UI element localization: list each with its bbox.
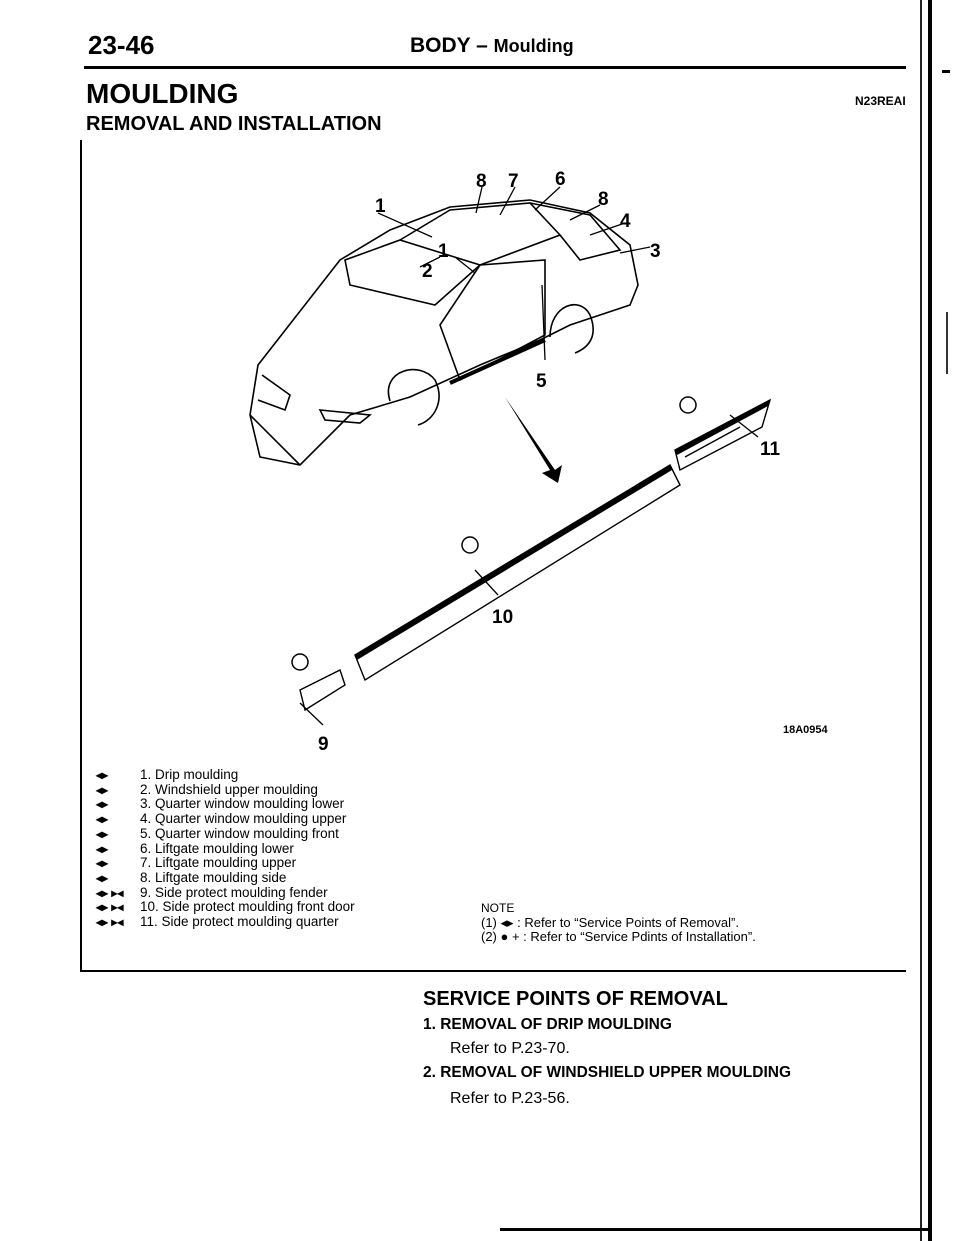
margin-bracket-mark: [946, 312, 948, 374]
list-item: ◂▸ 2. Windshield upper moulding: [96, 781, 318, 797]
service-mark-icon: ◂▸: [96, 797, 109, 812]
callout-10: 10: [492, 607, 514, 628]
header-subsection: Moulding: [493, 36, 574, 56]
figure-box-left-border: [80, 140, 82, 972]
margin-dash-mark: [942, 70, 950, 73]
callout-2: 2: [422, 261, 433, 282]
callout-3: 3: [650, 241, 661, 262]
figure-box-bottom-border: [80, 970, 906, 972]
list-item: ◂▸ 8. Liftgate moulding side: [96, 869, 287, 885]
leader-lines: [300, 187, 758, 725]
page-number: 23-46: [88, 30, 155, 60]
side-moulding-dark-stripe: [355, 400, 770, 660]
bottom-rule: [500, 1228, 932, 1231]
service-mark-icon: ◂▸: [96, 841, 109, 856]
figure-code: 18A0954: [783, 724, 828, 736]
list-item: ◂▸ 3. Quarter window moulding lower: [96, 796, 345, 812]
service-mark-icon: ◂▸: [96, 826, 109, 841]
step-2-title: 2. REMOVAL OF WINDSHIELD UPPER MOULDING: [423, 1064, 791, 1081]
header-rule: [84, 66, 906, 69]
callout-4: 4: [620, 211, 631, 232]
note-block: [481, 901, 756, 945]
list-item: ◂▸ 5. Quarter window moulding front: [96, 825, 339, 841]
callout-8: 8: [476, 171, 487, 192]
header-title: [410, 34, 574, 58]
section-subtitle: REMOVAL AND INSTALLATION: [86, 113, 382, 135]
car-outline: [250, 200, 638, 465]
list-item: ◂▸ ▸◂ 9. Side protect moulding fender: [96, 884, 328, 900]
callout-9: 9: [318, 734, 329, 755]
service-mark-icon: ◂▸: [96, 870, 109, 885]
list-item: ◂▸ 7. Liftgate moulding upper: [96, 855, 297, 871]
side-protect-moulding: [300, 400, 770, 710]
page-title: MOULDING: [86, 78, 239, 109]
service-mark-icon: ◂▸: [96, 782, 109, 797]
header-section: BODY –: [410, 34, 488, 57]
callout-8b: 8: [598, 189, 609, 210]
moulding-clips: [292, 397, 696, 670]
step-1-title: 1. REMOVAL OF DRIP MOULDING: [423, 1016, 672, 1033]
list-item: ◂▸ 6. Liftgate moulding lower: [96, 840, 294, 856]
page-edge-scan-mark-inner: [920, 0, 922, 1241]
exploded-view-arrow: [505, 397, 562, 483]
list-item: ◂▸ 1. Drip moulding: [96, 767, 239, 782]
step-2-reference: Refer to P.23-56.: [450, 1090, 570, 1107]
service-mark-icon: ◂▸ ▸◂: [96, 915, 124, 930]
page-edge-scan-mark: [928, 0, 932, 1241]
note-heading: NOTE: [481, 901, 515, 915]
callout-5: 5: [536, 371, 547, 392]
note-line: (1) ◂▸ : Refer to “Service Points of Removal”.: [481, 914, 739, 930]
callout-1: 1: [375, 196, 386, 217]
list-item: ◂▸ ▸◂ 10. Side protect moulding front door: [96, 899, 355, 915]
callout-11: 11: [760, 439, 781, 460]
service-mark-icon: ◂▸ ▸◂: [96, 885, 124, 900]
callout-7: 7: [508, 171, 519, 192]
note-line: (2) ● + : Refer to “Service Pdints of Installation”.: [481, 929, 756, 944]
parts-list: [96, 768, 355, 930]
service-mark-icon: ◂▸ ▸◂: [96, 900, 124, 915]
callout-6: 6: [555, 169, 566, 190]
service-mark-icon: ◂▸: [96, 768, 109, 782]
car-side-moulding: [450, 340, 545, 383]
section-code: N23REAI: [855, 94, 906, 108]
callout-1b: 1: [438, 241, 449, 262]
service-section-title: SERVICE POINTS OF REMOVAL: [423, 988, 728, 1010]
list-item: ◂▸ 4. Quarter window moulding upper: [96, 811, 347, 827]
moulding-illustration: [150, 165, 810, 755]
service-mark-icon: ◂▸: [96, 812, 109, 827]
list-item: ◂▸ ▸◂ 11. Side protect moulding quarter: [96, 914, 339, 930]
service-mark-icon: ◂▸: [96, 856, 109, 871]
step-1-reference: Refer to P.23-70.: [450, 1040, 570, 1057]
